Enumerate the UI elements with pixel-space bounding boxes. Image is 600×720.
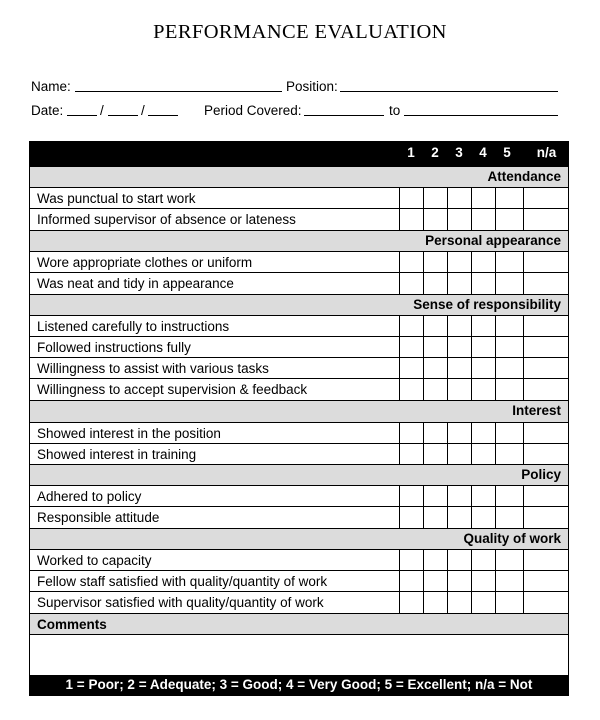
rating-cell[interactable] [471,273,472,294]
rating-cell[interactable] [471,337,472,357]
position-field[interactable] [340,91,558,92]
section-title: Interest [512,403,561,418]
table-row [30,251,568,272]
rating-cell[interactable] [447,252,448,272]
section-attendance [30,166,568,187]
rating-cell[interactable] [447,188,448,208]
evaluation-table [29,141,569,712]
rating-header [30,142,568,166]
section-personal-appearance [30,230,568,251]
table-row [30,506,568,528]
rating-cell[interactable] [495,571,496,591]
rating-cell[interactable] [423,486,424,506]
rating-cell[interactable] [399,316,400,336]
rating-cell-na[interactable] [523,188,524,208]
rating-cell[interactable] [423,507,424,528]
rating-cell[interactable] [399,252,400,272]
name-label: Name: [31,79,71,94]
rating-cell[interactable] [447,209,448,230]
rating-cell-na[interactable] [523,507,524,528]
rating-cell[interactable] [471,252,472,272]
table-row [30,443,568,464]
rating-header-4: 4 [479,145,487,160]
table-row [30,357,568,378]
rating-cell-na[interactable] [523,316,524,336]
rating-cell[interactable] [399,188,400,208]
period-end-field[interactable] [404,115,558,116]
rating-cell[interactable] [423,592,424,613]
table-row [30,336,568,357]
rating-cell[interactable] [495,379,496,400]
rating-cell[interactable] [399,571,400,591]
rating-cell[interactable] [399,209,400,230]
rating-cell[interactable] [447,316,448,336]
period-label: Period Covered: [204,103,302,118]
rating-cell[interactable] [447,273,448,294]
rating-header-5: 5 [503,145,511,160]
section-sense-of-responsibility [30,294,568,315]
rating-header-2: 2 [431,145,439,160]
date-separator: / [141,103,145,118]
rating-cell[interactable] [423,188,424,208]
rating-cell-na[interactable] [523,592,524,613]
rating-cell[interactable] [471,507,472,528]
rating-cell[interactable] [495,337,496,357]
rating-cell[interactable] [399,379,400,400]
rating-cell-na[interactable] [523,358,524,378]
rating-cell[interactable] [423,444,424,464]
period-start-field[interactable] [304,115,384,116]
rating-cell[interactable] [423,209,424,230]
rating-cell[interactable] [495,592,496,613]
rating-cell[interactable] [399,337,400,357]
criterion-label: Fellow staff satisfied with quality/quantity of work [37,574,328,589]
table-row [30,549,568,570]
table-row [30,485,568,506]
rating-cell[interactable] [495,550,496,570]
rating-cell[interactable] [423,273,424,294]
section-interest [30,400,568,422]
rating-cell[interactable] [423,358,424,378]
page-title: PERFORMANCE EVALUATION [153,21,447,43]
rating-cell[interactable] [423,423,424,443]
rating-cell[interactable] [495,486,496,506]
rating-cell[interactable] [399,592,400,613]
rating-cell[interactable] [471,444,472,464]
section-title: Attendance [487,169,561,184]
rating-legend: 1 = Poor; 2 = Adequate; 3 = Good; 4 = Very Good; 5 = Excellent; n/a = Not Applicable [30,675,568,695]
table-row [30,315,568,336]
rating-cell-na[interactable] [523,379,524,400]
rating-cell[interactable] [471,379,472,400]
rating-cell-na[interactable] [523,486,524,506]
position-label: Position: [286,79,338,94]
rating-cell[interactable] [447,337,448,357]
comments-label: Comments [37,617,107,632]
table-row [30,591,568,613]
rating-cell[interactable] [495,316,496,336]
comments-header [30,613,568,634]
rating-header-3: 3 [455,145,463,160]
rating-header-1: 1 [407,145,415,160]
table-row [30,378,568,400]
rating-cell[interactable] [447,507,448,528]
criterion-label: Was punctual to start work [37,191,196,206]
rating-cell-na[interactable] [523,273,524,294]
rating-cell[interactable] [495,273,496,294]
rating-cell[interactable] [471,209,472,230]
section-title: Policy [521,467,561,482]
rating-cell[interactable] [423,252,424,272]
rating-cell[interactable] [471,358,472,378]
rating-cell[interactable] [471,423,472,443]
rating-cell[interactable] [447,423,448,443]
rating-cell[interactable] [423,571,424,591]
criterion-label: Willingness to accept supervision & feedback [37,382,308,397]
criterion-label: Listened carefully to instructions [37,319,230,334]
rating-cell[interactable] [447,379,448,400]
table-row [30,570,568,591]
rating-cell[interactable] [399,423,400,443]
rating-cell[interactable] [471,571,472,591]
section-quality-of-work [30,528,568,549]
rating-cell[interactable] [399,444,400,464]
name-field[interactable] [75,91,282,92]
rating-cell[interactable] [447,358,448,378]
rating-cell-na[interactable] [523,337,524,357]
rating-cell[interactable] [471,316,472,336]
date-year-field[interactable] [148,115,178,116]
criterion-label: Showed interest in training [37,447,197,462]
rating-cell-na[interactable] [523,209,524,230]
rating-cell[interactable] [471,486,472,506]
rating-cell-na[interactable] [523,571,524,591]
rating-cell[interactable] [495,423,496,443]
table-row [30,208,568,230]
section-policy [30,464,568,485]
date-day-field[interactable] [108,115,138,116]
rating-cell[interactable] [423,550,424,570]
section-title: Quality of work [463,531,561,546]
rating-cell[interactable] [495,358,496,378]
rating-cell[interactable] [399,486,400,506]
rating-cell[interactable] [495,188,496,208]
rating-cell-na[interactable] [523,550,524,570]
table-row [30,272,568,294]
rating-cell-na[interactable] [523,252,524,272]
rating-cell[interactable] [399,273,400,294]
rating-cell[interactable] [399,507,400,528]
rating-cell[interactable] [495,507,496,528]
section-title: Personal appearance [425,233,561,248]
rating-cell[interactable] [423,316,424,336]
criterion-label: Worked to capacity [37,553,152,568]
criterion-label: Followed instructions fully [37,340,191,355]
criterion-label: Responsible attitude [37,510,160,525]
criterion-label: Was neat and tidy in appearance [37,276,234,291]
rating-cell[interactable] [447,444,448,464]
rating-cell[interactable] [423,337,424,357]
table-row [30,422,568,443]
criterion-label: Adhered to policy [37,489,142,504]
table-row [30,187,568,208]
rating-cell[interactable] [471,188,472,208]
rating-cell[interactable] [399,550,400,570]
rating-cell[interactable] [447,550,448,570]
criterion-label: Willingness to assist with various tasks [37,361,269,376]
criterion-label: Informed supervisor of absence or lateness [37,212,296,227]
comments-field[interactable] [30,634,568,675]
rating-cell[interactable] [471,592,472,613]
section-title: Sense of responsibility [413,297,561,312]
rating-cell[interactable] [471,550,472,570]
rating-cell[interactable] [399,358,400,378]
criterion-label: Showed interest in the position [37,426,221,441]
criterion-label: Wore appropriate clothes or uniform [37,255,253,270]
rating-cell[interactable] [447,592,448,613]
date-separator: / [100,103,104,118]
rating-cell[interactable] [495,444,496,464]
rating-cell[interactable] [423,379,424,400]
rating-cell[interactable] [447,571,448,591]
rating-cell-na[interactable] [523,444,524,464]
rating-cell[interactable] [495,209,496,230]
date-label: Date: [31,103,64,118]
rating-header-na: n/a [536,145,557,160]
date-month-field[interactable] [67,115,97,116]
rating-cell[interactable] [447,486,448,506]
rating-cell[interactable] [495,252,496,272]
period-to-label: to [389,103,401,118]
rating-cell-na[interactable] [523,423,524,443]
criterion-label: Supervisor satisfied with quality/quantity of work [37,595,324,610]
